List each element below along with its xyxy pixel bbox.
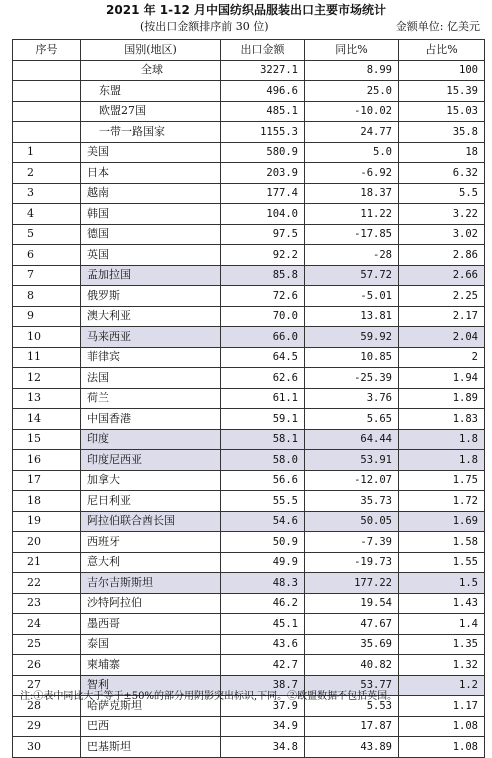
table-row — [13, 327, 485, 348]
row-yoy-cell: 5.65 — [305, 409, 399, 430]
row-country-cell: 美国 — [81, 142, 221, 163]
row-share-cell: 2.86 — [399, 245, 485, 266]
table-row — [13, 573, 485, 594]
table-row — [13, 470, 485, 491]
table-row — [13, 368, 485, 389]
row-country-cell: 西班牙 — [81, 532, 221, 553]
row-yoy-cell: 47.67 — [305, 614, 399, 635]
row-share-cell: 1.83 — [399, 409, 485, 430]
table-row — [13, 716, 485, 737]
row-yoy-cell: -7.39 — [305, 532, 399, 553]
row-yoy-cell: -12.07 — [305, 470, 399, 491]
row-share-cell: 3.02 — [399, 224, 485, 245]
row-yoy-cell: -10.02 — [305, 101, 399, 122]
row-amount-cell: 72.6 — [221, 286, 305, 307]
row-amount-cell: 55.5 — [221, 491, 305, 512]
row-amount-cell: 177.4 — [221, 183, 305, 204]
row-yoy-cell: 5.0 — [305, 142, 399, 163]
unit-label: 金额单位: 亿美元 — [395, 20, 480, 33]
row-amount-cell: 70.0 — [221, 306, 305, 327]
row-country-cell: 中国香港 — [81, 409, 221, 430]
row-country-cell: 柬埔寨 — [81, 655, 221, 676]
row-country-cell: 巴基斯坦 — [81, 737, 221, 758]
row-index-cell: 3 — [13, 183, 81, 204]
row-amount-cell: 85.8 — [221, 265, 305, 286]
row-amount-cell: 496.6 — [221, 81, 305, 102]
row-yoy-cell: 13.81 — [305, 306, 399, 327]
row-country-cell: 荷兰 — [81, 388, 221, 409]
table-row — [13, 81, 485, 102]
row-yoy-cell: 8.99 — [305, 60, 399, 81]
row-country-cell: 沙特阿拉伯 — [81, 593, 221, 614]
table-row — [13, 306, 485, 327]
table-header-row — [13, 40, 485, 61]
row-country-cell: 印度尼西亚 — [81, 450, 221, 471]
row-index-cell: 21 — [13, 552, 81, 573]
row-share-cell: 2 — [399, 347, 485, 368]
table-row — [13, 163, 485, 184]
table-row — [13, 60, 485, 81]
row-share-cell: 1.8 — [399, 429, 485, 450]
row-amount-cell: 48.3 — [221, 573, 305, 594]
row-country-cell: 意大利 — [81, 552, 221, 573]
row-yoy-cell: -5.01 — [305, 286, 399, 307]
row-yoy-cell: 25.0 — [305, 81, 399, 102]
row-index-cell — [13, 81, 81, 102]
row-country-cell: 澳大利亚 — [81, 306, 221, 327]
table-row — [13, 142, 485, 163]
row-amount-cell: 485.1 — [221, 101, 305, 122]
row-index-cell: 23 — [13, 593, 81, 614]
table-row — [13, 532, 485, 553]
table-row — [13, 409, 485, 430]
row-share-cell: 1.08 — [399, 716, 485, 737]
footnote: 注:①表中同比大于等于±50%的部分用阴影突出标识,下同。②欧盟数据不包括英国。 — [20, 691, 398, 702]
row-amount-cell: 37.9 — [221, 696, 305, 717]
column-header-share: 占比% — [399, 40, 485, 61]
row-amount-cell: 38.7 — [221, 675, 305, 696]
row-country-cell: 德国 — [81, 224, 221, 245]
export-market-table — [12, 39, 485, 758]
row-yoy-cell: 57.72 — [305, 265, 399, 286]
row-share-cell: 1.2 — [399, 675, 485, 696]
row-yoy-cell: 11.22 — [305, 204, 399, 225]
row-country-cell: 欧盟27国 — [81, 101, 221, 122]
row-country-cell: 一带一路国家 — [81, 122, 221, 143]
row-amount-cell: 92.2 — [221, 245, 305, 266]
row-share-cell: 1.58 — [399, 532, 485, 553]
row-index-cell: 30 — [13, 737, 81, 758]
row-share-cell: 2.66 — [399, 265, 485, 286]
row-yoy-cell: -28 — [305, 245, 399, 266]
row-share-cell: 5.5 — [399, 183, 485, 204]
row-share-cell: 1.08 — [399, 737, 485, 758]
row-country-cell: 韩国 — [81, 204, 221, 225]
row-amount-cell: 34.8 — [221, 737, 305, 758]
row-country-cell: 马来西亚 — [81, 327, 221, 348]
table-row — [13, 245, 485, 266]
row-index-cell — [13, 101, 81, 122]
row-index-cell: 11 — [13, 347, 81, 368]
row-country-cell: 法国 — [81, 368, 221, 389]
row-yoy-cell: -25.39 — [305, 368, 399, 389]
table-row — [13, 593, 485, 614]
table-row — [13, 265, 485, 286]
row-index-cell: 29 — [13, 716, 81, 737]
row-yoy-cell: -19.73 — [305, 552, 399, 573]
row-country-cell: 英国 — [81, 245, 221, 266]
row-share-cell: 3.22 — [399, 204, 485, 225]
row-index-cell: 19 — [13, 511, 81, 532]
row-share-cell: 1.55 — [399, 552, 485, 573]
row-amount-cell: 34.9 — [221, 716, 305, 737]
table-row — [13, 511, 485, 532]
table-row — [13, 122, 485, 143]
row-share-cell: 1.43 — [399, 593, 485, 614]
column-header-country: 国别(地区) — [81, 40, 221, 61]
row-share-cell: 1.8 — [399, 450, 485, 471]
row-country-cell: 巴西 — [81, 716, 221, 737]
row-index-cell: 22 — [13, 573, 81, 594]
row-index-cell: 9 — [13, 306, 81, 327]
row-index-cell: 27 — [13, 675, 81, 696]
row-amount-cell: 61.1 — [221, 388, 305, 409]
row-amount-cell: 58.0 — [221, 450, 305, 471]
row-share-cell: 1.4 — [399, 614, 485, 635]
row-amount-cell: 203.9 — [221, 163, 305, 184]
row-country-cell: 墨西哥 — [81, 614, 221, 635]
row-amount-cell: 104.0 — [221, 204, 305, 225]
table-row — [13, 204, 485, 225]
table-body — [13, 60, 485, 757]
row-country-cell: 日本 — [81, 163, 221, 184]
row-yoy-cell: 40.82 — [305, 655, 399, 676]
row-share-cell: 2.25 — [399, 286, 485, 307]
row-amount-cell: 59.1 — [221, 409, 305, 430]
row-yoy-cell: 35.69 — [305, 634, 399, 655]
table-row — [13, 388, 485, 409]
row-share-cell: 35.8 — [399, 122, 485, 143]
row-index-cell: 20 — [13, 532, 81, 553]
row-country-cell: 孟加拉国 — [81, 265, 221, 286]
row-index-cell: 1 — [13, 142, 81, 163]
row-share-cell: 15.39 — [399, 81, 485, 102]
row-country-cell: 智利 — [81, 675, 221, 696]
row-yoy-cell: 5.53 — [305, 696, 399, 717]
table-row — [13, 450, 485, 471]
row-share-cell: 2.17 — [399, 306, 485, 327]
row-country-cell: 全球 — [81, 60, 221, 81]
page-subtitle: (按出口金额排序前 30 位) — [140, 20, 269, 33]
row-index-cell: 10 — [13, 327, 81, 348]
row-country-cell: 东盟 — [81, 81, 221, 102]
column-header-index: 序号 — [13, 40, 81, 61]
row-yoy-cell: 43.89 — [305, 737, 399, 758]
row-index-cell: 25 — [13, 634, 81, 655]
row-amount-cell: 1155.3 — [221, 122, 305, 143]
row-country-cell: 菲律宾 — [81, 347, 221, 368]
row-yoy-cell: 59.92 — [305, 327, 399, 348]
row-index-cell: 28 — [13, 696, 81, 717]
row-index-cell: 2 — [13, 163, 81, 184]
row-index-cell: 13 — [13, 388, 81, 409]
table-row — [13, 655, 485, 676]
row-yoy-cell: 50.05 — [305, 511, 399, 532]
row-country-cell: 加拿大 — [81, 470, 221, 491]
row-yoy-cell: 18.37 — [305, 183, 399, 204]
table-row — [13, 183, 485, 204]
row-country-cell: 尼日利亚 — [81, 491, 221, 512]
row-yoy-cell: 17.87 — [305, 716, 399, 737]
row-index-cell: 12 — [13, 368, 81, 389]
row-amount-cell: 45.1 — [221, 614, 305, 635]
row-share-cell: 15.03 — [399, 101, 485, 122]
row-share-cell: 1.5 — [399, 573, 485, 594]
row-index-cell: 24 — [13, 614, 81, 635]
row-index-cell: 8 — [13, 286, 81, 307]
row-country-cell: 阿拉伯联合酋长国 — [81, 511, 221, 532]
row-yoy-cell: 24.77 — [305, 122, 399, 143]
row-share-cell: 1.72 — [399, 491, 485, 512]
row-amount-cell: 58.1 — [221, 429, 305, 450]
column-header-yoy: 同比% — [305, 40, 399, 61]
row-index-cell: 18 — [13, 491, 81, 512]
row-amount-cell: 43.6 — [221, 634, 305, 655]
row-amount-cell: 54.6 — [221, 511, 305, 532]
row-yoy-cell: -17.85 — [305, 224, 399, 245]
table-row — [13, 491, 485, 512]
row-index-cell — [13, 122, 81, 143]
row-country-cell: 越南 — [81, 183, 221, 204]
row-index-cell: 16 — [13, 450, 81, 471]
row-index-cell: 26 — [13, 655, 81, 676]
row-yoy-cell: 177.22 — [305, 573, 399, 594]
row-index-cell: 6 — [13, 245, 81, 266]
row-share-cell: 1.94 — [399, 368, 485, 389]
table-row — [13, 552, 485, 573]
row-yoy-cell: 64.44 — [305, 429, 399, 450]
row-amount-cell: 49.9 — [221, 552, 305, 573]
row-index-cell: 14 — [13, 409, 81, 430]
row-country-cell: 印度 — [81, 429, 221, 450]
row-amount-cell: 580.9 — [221, 142, 305, 163]
row-share-cell: 18 — [399, 142, 485, 163]
table-row — [13, 614, 485, 635]
row-yoy-cell: 53.77 — [305, 675, 399, 696]
row-amount-cell: 50.9 — [221, 532, 305, 553]
row-share-cell: 1.32 — [399, 655, 485, 676]
row-yoy-cell: 19.54 — [305, 593, 399, 614]
table-row — [13, 347, 485, 368]
row-country-cell: 泰国 — [81, 634, 221, 655]
row-amount-cell: 97.5 — [221, 224, 305, 245]
row-amount-cell: 64.5 — [221, 347, 305, 368]
row-share-cell: 6.32 — [399, 163, 485, 184]
row-index-cell: 5 — [13, 224, 81, 245]
table-row — [13, 101, 485, 122]
page-title: 2021 年 1-12 月中国纺织品服装出口主要市场统计 — [106, 3, 386, 17]
row-index-cell: 7 — [13, 265, 81, 286]
row-country-cell: 哈萨克斯坦 — [81, 696, 221, 717]
row-yoy-cell: -6.92 — [305, 163, 399, 184]
row-amount-cell: 62.6 — [221, 368, 305, 389]
table-row — [13, 286, 485, 307]
row-yoy-cell: 3.76 — [305, 388, 399, 409]
row-share-cell: 1.35 — [399, 634, 485, 655]
row-yoy-cell: 10.85 — [305, 347, 399, 368]
row-share-cell: 1.17 — [399, 696, 485, 717]
row-share-cell: 1.89 — [399, 388, 485, 409]
row-amount-cell: 3227.1 — [221, 60, 305, 81]
table-row — [13, 224, 485, 245]
row-index-cell — [13, 60, 81, 81]
row-amount-cell: 56.6 — [221, 470, 305, 491]
row-share-cell: 1.75 — [399, 470, 485, 491]
row-amount-cell: 46.2 — [221, 593, 305, 614]
column-header-amount: 出口金额 — [221, 40, 305, 61]
row-share-cell: 1.69 — [399, 511, 485, 532]
row-yoy-cell: 35.73 — [305, 491, 399, 512]
table-row — [13, 634, 485, 655]
row-yoy-cell: 53.91 — [305, 450, 399, 471]
row-amount-cell: 42.7 — [221, 655, 305, 676]
row-share-cell: 2.04 — [399, 327, 485, 348]
row-index-cell: 4 — [13, 204, 81, 225]
row-country-cell: 俄罗斯 — [81, 286, 221, 307]
table-row — [13, 429, 485, 450]
row-share-cell: 100 — [399, 60, 485, 81]
row-index-cell: 17 — [13, 470, 81, 491]
table-row — [13, 737, 485, 758]
row-country-cell: 吉尔吉斯斯坦 — [81, 573, 221, 594]
row-amount-cell: 66.0 — [221, 327, 305, 348]
row-index-cell: 15 — [13, 429, 81, 450]
